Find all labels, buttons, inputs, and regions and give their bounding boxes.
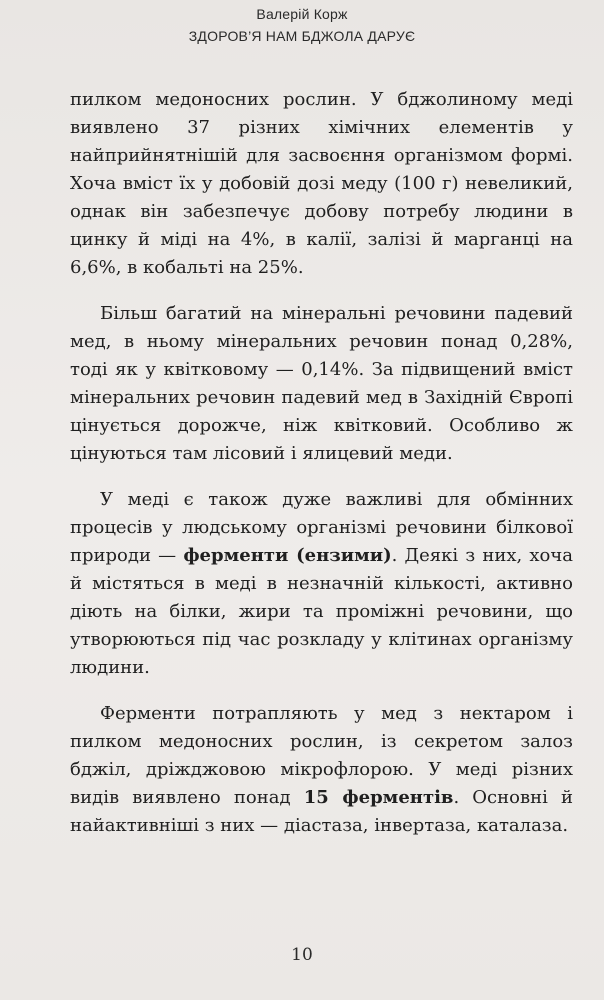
paragraph-2-text: Більш багатий на мінеральні речовини падевий мед, в ньому мінеральних речовин понад 0,28%, тоді як у квітковому — 0,14%. За підвищений вміст мінеральних речовин падевий мед в Західній Європі цінується дорожче, ніж квітковий. Особливо ж цінуються там лісовий і ялицевий меди. bbox=[70, 303, 573, 464]
running-head-title: ЗДОРОВ’Я НАМ БДЖОЛА ДАРУЄ bbox=[188, 28, 416, 44]
paragraph-2 bbox=[70, 300, 573, 468]
paragraph-3-text-a: У меді є також дуже важливі для обмінних процесів у людському організмі речовини білкової природи — bbox=[70, 489, 573, 566]
body-text bbox=[70, 86, 573, 858]
paragraph-1 bbox=[70, 86, 573, 282]
paragraph-1-text: пилком медоносних рослин. У бджолиному меді виявлено 37 різних хімічних елементів у найприйнятнішій для засвоєння організмом формі. Хоча вміст їх у добовій дозі меду (100 г) невеликий, однак він забезпечує добову потребу людини в цинку й міді на 4%, в калії, залізі й марганці на 6,6%, в кобальті на 25%. bbox=[70, 89, 573, 278]
page-number: 10 bbox=[291, 945, 313, 965]
paragraph-3-text-b: . Деякі з них, хоча й містяться в меді в незначній кількості, активно діють на білки, жири та проміжні речовини, що утворюються під час розкладу у клітинах організму людини. bbox=[70, 545, 574, 678]
paragraph-4-text-b: . Основні й найактивніші з них — діастаза, інвертаза, каталаза. bbox=[70, 787, 573, 836]
running-head-author: Валерій Корж bbox=[256, 6, 348, 22]
term-enzymes: ферменти (ензими) bbox=[183, 545, 392, 566]
term-15-enzymes: 15 ферментів bbox=[303, 787, 454, 808]
paragraph-3 bbox=[70, 486, 573, 682]
paragraph-4 bbox=[70, 700, 573, 840]
paragraph-4-text-a: Ферменти потрапляють у мед з нектаром і пилком медоносних рослин, із секретом залоз бджіл, дріжджовою мікрофлорою. У меді різних видів виявлено понад bbox=[70, 703, 573, 808]
